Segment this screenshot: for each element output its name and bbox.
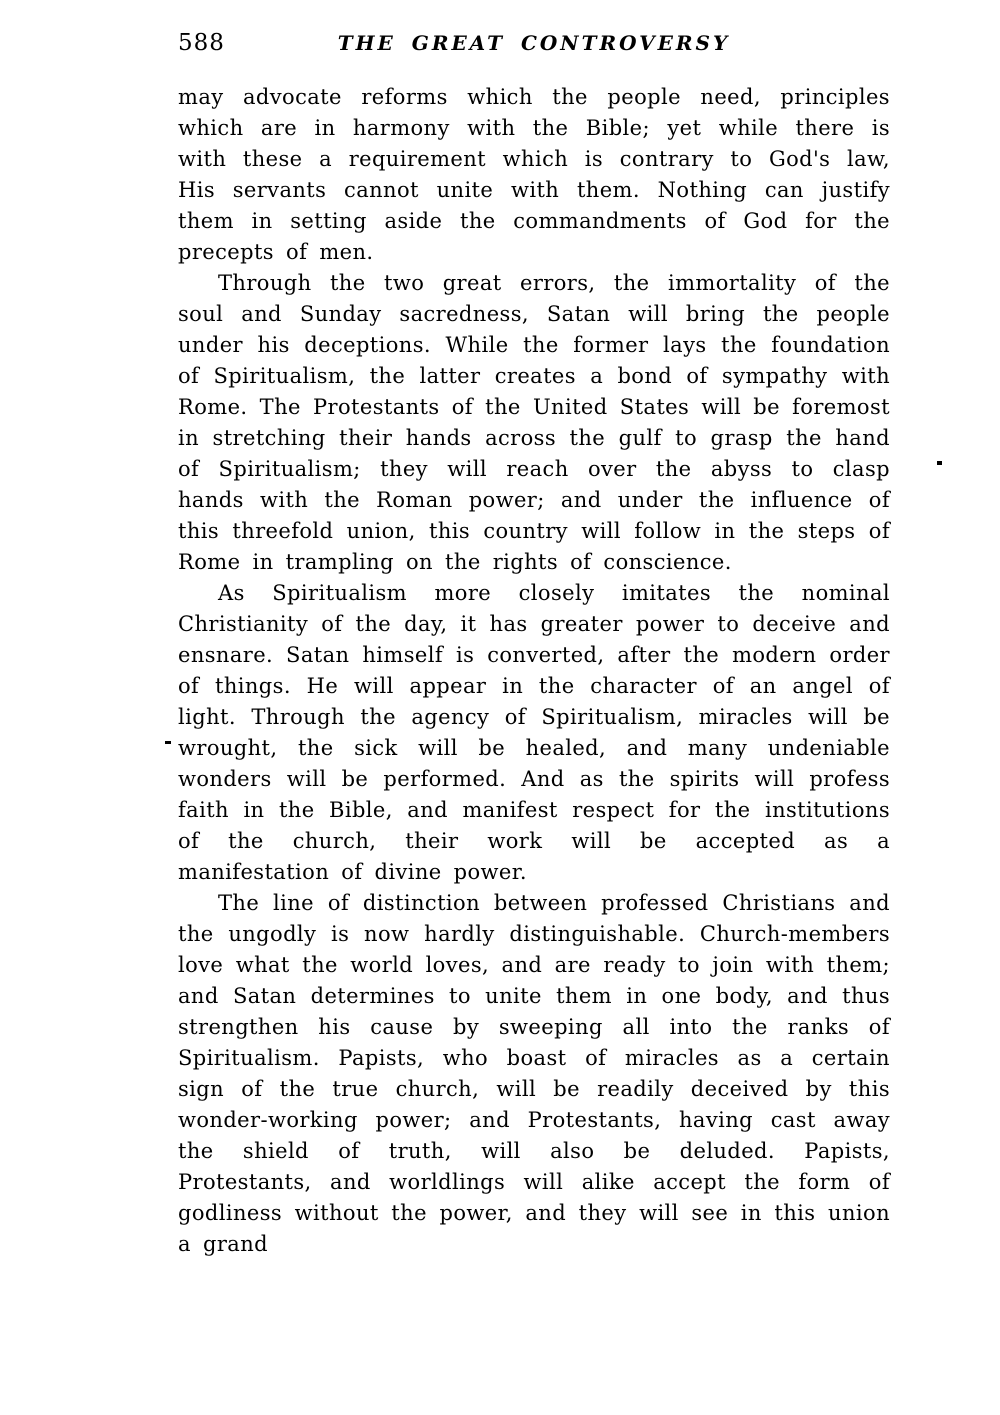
running-title: THE GREAT CONTROVERSY <box>337 31 731 55</box>
body-paragraph: As Spiritualism more closely imitates the nominal Christianity of the day, it has greater power to deceive and ensnare. Satan himself is converted, after the modern order of things. He will appear in the character of an angel of light. Through the agency of Spiritualism, miracles will be wrought, the sick will be healed, and many undeniable wonders will be performed. And as the spirits will profess faith in the Bible, and manifest respect for the institutions of the church, their work will be accepted as a manifestation of divine power. <box>178 581 890 884</box>
body-paragraph: The line of distinction between professed Christians and the ungodly is now hardly distinguishable. Church-members love what the world loves, and are ready to join with them; and Satan determines to unite them in one body, and thus strengthen his cause by sweeping all into the ranks of Spiritualism. Papists, who boast of miracles as a certain sign of the true church, will be readily deceived by this wonder-working power; and Protestants, having cast away the shield of truth, will also be deluded. Papists, Protestants, and worldlings will alike accept the form of godliness without the power, and they will see in this union a grand <box>178 891 890 1256</box>
scan-speck-right <box>937 461 942 465</box>
scan-speck-left <box>165 741 171 744</box>
page-number: 588 <box>178 30 225 56</box>
body-paragraph: Through the two great errors, the immortality of the soul and Sunday sacredness, Satan will bring the people under his deceptions. While the former lays the foundation of Spiritualism, the latter creates a bond of sympathy with Rome. The Protestants of the United States will be foremost in stretching their hands across the gulf to grasp the hand of Spiritualism; they will reach over the abyss to clasp hands with the Roman power; and under the influence of this threefold union, this country will follow in the steps of Rome in trampling on the rights of conscience. <box>178 271 890 574</box>
body-text-block <box>178 82 890 1260</box>
running-head <box>178 30 890 60</box>
body-paragraph: may advocate reforms which the people need, principles which are in harmony with the Bible; yet while there is with these a requirement which is contrary to God's law, His servants cannot unite with them. Nothing can justify them in setting aside the commandments of God for the precepts of men. <box>178 85 890 264</box>
